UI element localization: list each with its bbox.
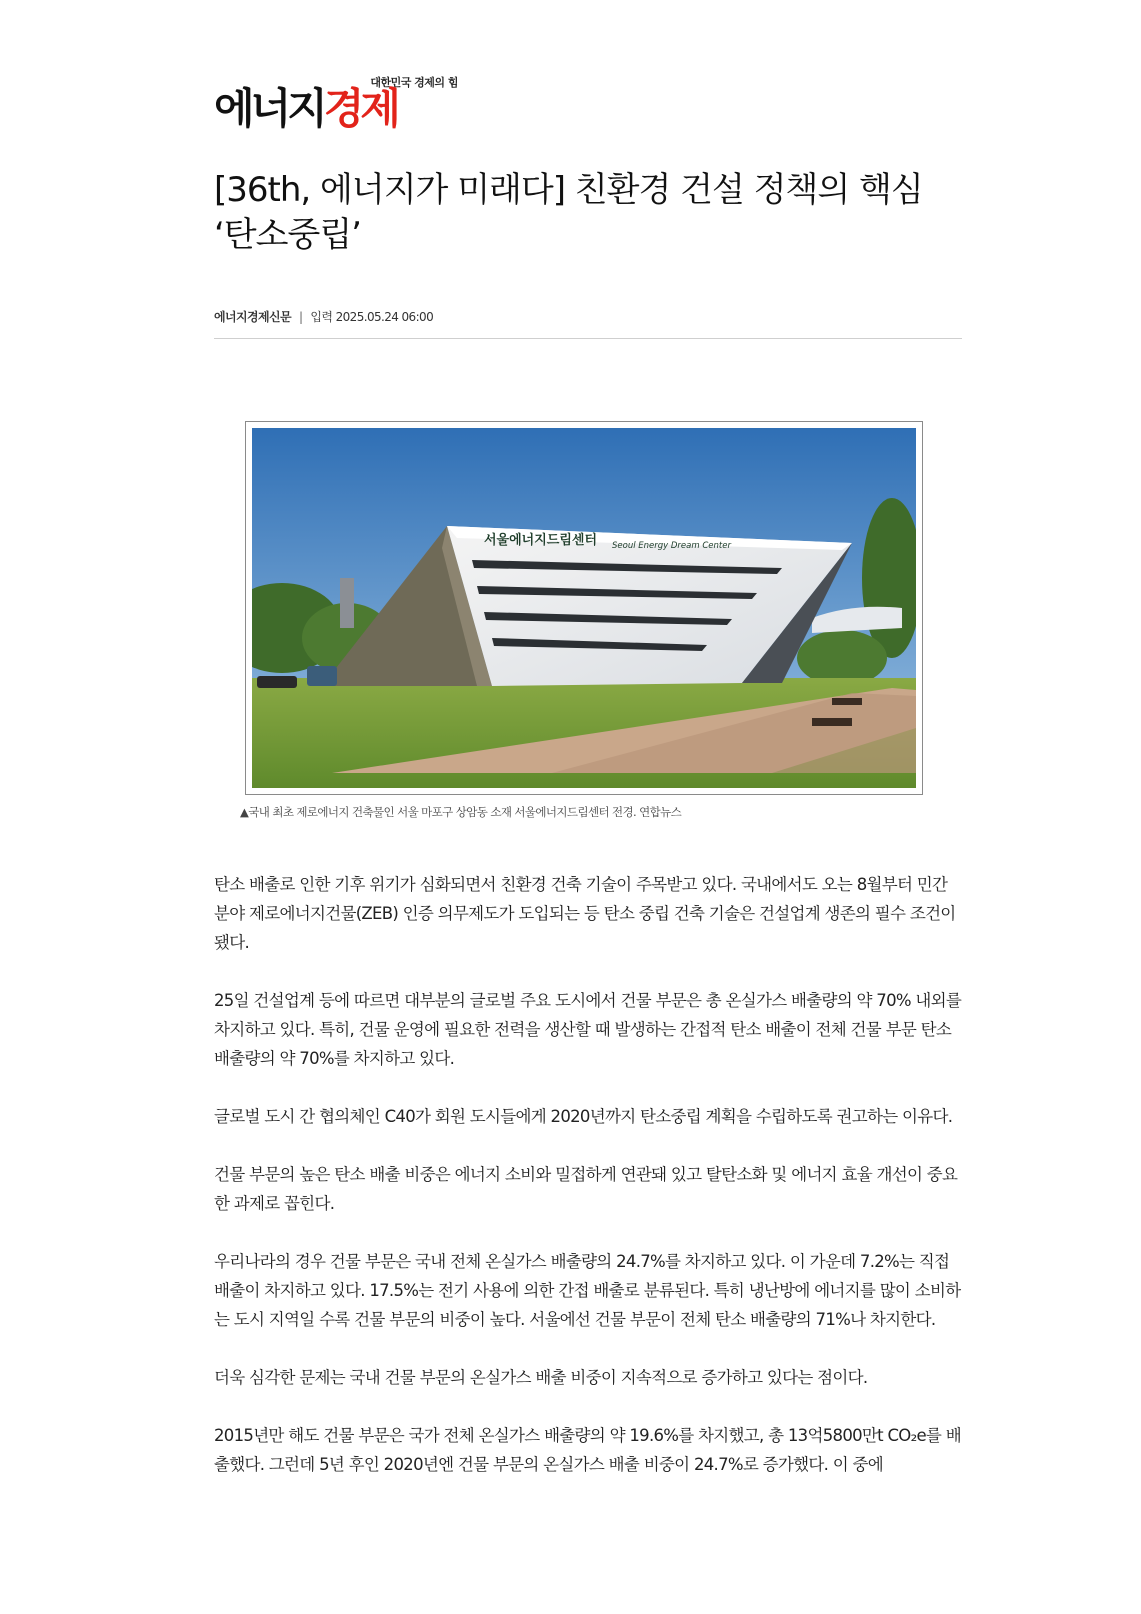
article-paragraph: 25일 건설업계 등에 따르면 대부분의 글로벌 주요 도시에서 건물 부문은 총 온실가스 배출량의 약 70% 내외를 차지하고 있다. 특히, 건물 운영에 필요한 전력을 생산할 때 발생하는 간접적 탄소 배출이 전체 건물 부문 탄소 배출량의 약 70%를 차지하고 있다. [214,991,962,1068]
sign-korean: 서울에너지드림센터 [484,533,598,548]
article-paragraph: 2015년만 해도 건물 부문은 국가 전체 온실가스 배출량의 약 19.6%를 차지했고, 총 13억5800만t CO₂e를 배출했다. 그런데 5년 후인 2020년엔 건물 부문의 온실가스 배출 비중이 24.7%로 증가했다. 이 중에 [214,1426,961,1474]
article-paragraph: 우리나라의 경우 건물 부문은 국내 전체 온실가스 배출량의 24.7%를 차지하고 있다. 이 가운데 7.2%는 직접 배출이 차지하고 있다. 17.5%는 전기 사용에 의한 간접 배출로 분류된다. 특히 냉난방에 에너지를 많이 소비하는 도시 지역일 수록 건물 부문의 비중이 높다. 서울에선 건물 부문이 전체 탄소 배출량의 71%나 차지한다. [214,1252,961,1329]
byline-separator: | [298,309,303,324]
seoul-energy-dream-center-photo [252,428,916,788]
published-date: 입력 2025.05.24 06:00 [310,310,434,324]
logo-word-energy: 에너지 [214,84,324,133]
logo-word-economy: 경제 [323,84,397,133]
article-headline: [36th, 에너지가 미래다] 친환경 건설 정책의 핵심 ‘탄소중립’ [214,170,923,255]
article-byline [214,308,433,325]
article-paragraph: 글로벌 도시 간 협의체인 C40가 회원 도시들에게 2020년까지 탄소중립 계획을 수립하도록 권고하는 이유다. [214,1107,953,1126]
article-paragraph: 탄소 배출로 인한 기후 위기가 심화되면서 친환경 건축 기술이 주목받고 있다. 국내에서도 오는 8월부터 민간 분야 제로에너지건물(ZEB) 인증 의무제도가 도입되는 등 탄소 중립 건축 기술은 건설업계 생존의 필수 조건이 됐다. [214,875,956,952]
photo-caption: ▲국내 최초 제로에너지 건축물인 서울 마포구 상암동 소재 서울에너지드림센터 전경. 연합뉴스 [240,805,682,819]
article-photo [245,421,923,795]
logo-wordmark [214,84,397,133]
logo-tagline: 대한민국 경제의 힘 [370,76,458,89]
article-body [214,870,962,1508]
byline-divider [214,338,962,339]
masthead-logo[interactable] [214,70,474,150]
article-paragraph: 더욱 심각한 문제는 국내 건물 부문의 온실가스 배출 비중이 지속적으로 증가하고 있다는 점이다. [214,1368,868,1387]
sign-english: Seoul Energy Dream Center [612,541,731,551]
article-paragraph: 건물 부문의 높은 탄소 배출 비중은 에너지 소비와 밀접하게 연관돼 있고 탈탄소화 및 에너지 효율 개선이 중요한 과제로 꼽힌다. [214,1165,958,1213]
publisher-name: 에너지경제신문 [214,310,291,324]
